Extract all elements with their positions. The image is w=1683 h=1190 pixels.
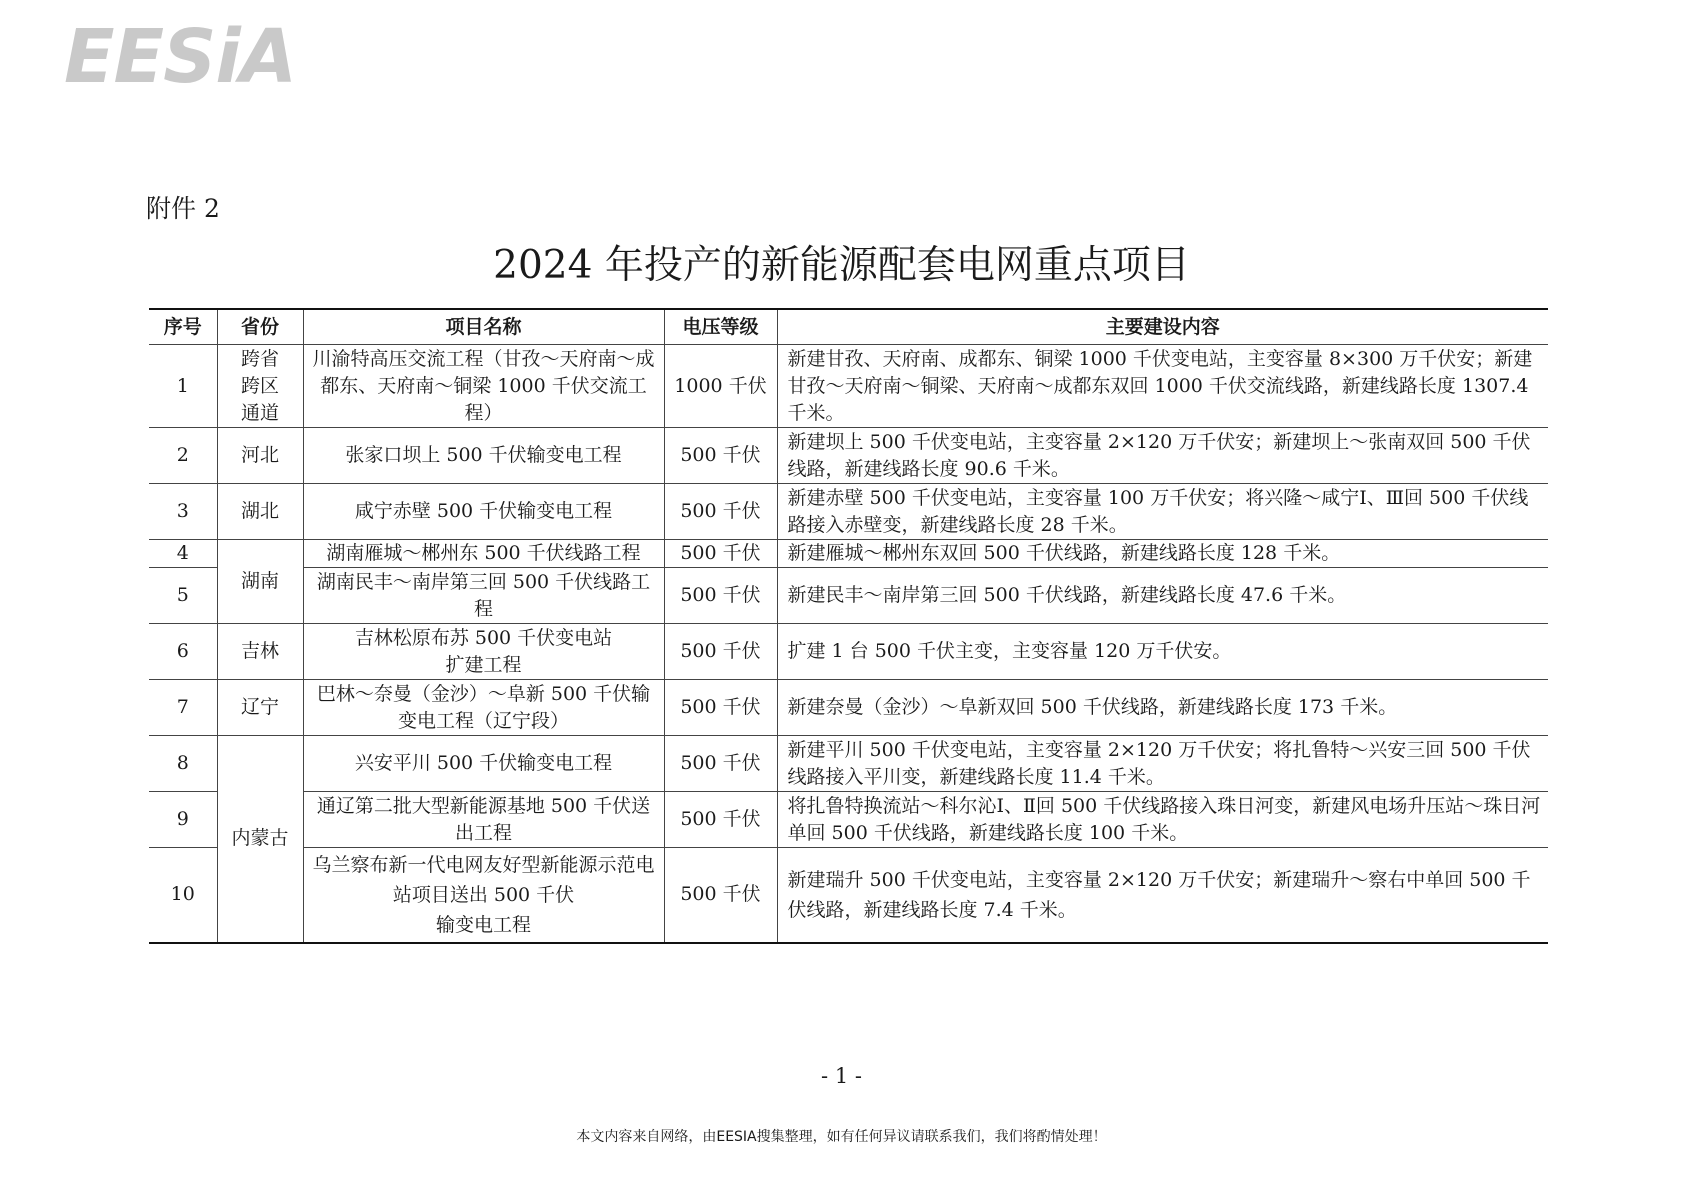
row-no: 6 bbox=[149, 624, 217, 680]
row-project-name: 通辽第二批大型新能源基地 500 千伏送出工程 bbox=[303, 792, 664, 848]
header-province: 省份 bbox=[217, 309, 303, 345]
row-province: 内蒙古 bbox=[217, 736, 303, 943]
row-voltage: 500 千伏 bbox=[664, 540, 777, 568]
row-no: 10 bbox=[149, 848, 217, 943]
row-province: 辽宁 bbox=[217, 680, 303, 736]
row-content: 新建雁城～郴州东双回 500 千伏线路，新建线路长度 128 千米。 bbox=[777, 540, 1548, 568]
table-row bbox=[149, 568, 1548, 624]
row-voltage: 500 千伏 bbox=[664, 848, 777, 943]
row-voltage: 500 千伏 bbox=[664, 624, 777, 680]
row-project-name: 川渝特高压交流工程（甘孜～天府南～成都东、天府南～铜梁 1000 千伏交流工程） bbox=[303, 345, 664, 428]
row-content: 新建赤壁 500 千伏变电站，主变容量 100 万千伏安；将兴隆～咸宁Ⅰ、Ⅲ回 500 千伏线路接入赤壁变，新建线路长度 28 千米。 bbox=[777, 484, 1548, 540]
row-project-name: 乌兰察布新一代电网友好型新能源示范电站项目送出 500 千伏 输变电工程 bbox=[303, 848, 664, 943]
row-no: 4 bbox=[149, 540, 217, 568]
table-row bbox=[149, 540, 1548, 568]
row-content: 扩建 1 台 500 千伏主变，主变容量 120 万千伏安。 bbox=[777, 624, 1548, 680]
table-row bbox=[149, 736, 1548, 792]
table-row bbox=[149, 680, 1548, 736]
attachment-label: 附件 2 bbox=[146, 194, 220, 223]
header-no: 序号 bbox=[149, 309, 217, 345]
eesia-logo: EESiA bbox=[64, 14, 297, 100]
row-province: 跨省 跨区 通道 bbox=[217, 345, 303, 428]
row-no: 5 bbox=[149, 568, 217, 624]
projects-table bbox=[149, 308, 1548, 944]
row-no: 9 bbox=[149, 792, 217, 848]
footer-disclaimer: 本文内容来自网络，由EESIA搜集整理，如有任何异议请联系我们，我们将酌情处理！ bbox=[576, 1129, 1107, 1145]
row-voltage: 1000 千伏 bbox=[664, 345, 777, 428]
row-content: 新建坝上 500 千伏变电站，主变容量 2×120 万千伏安；新建坝上～张南双回 500 千伏线路，新建线路长度 90.6 千米。 bbox=[777, 428, 1548, 484]
page-title: 2024 年投产的新能源配套电网重点项目 bbox=[493, 243, 1190, 288]
row-province: 湖南 bbox=[217, 540, 303, 624]
row-content: 新建甘孜、天府南、成都东、铜梁 1000 千伏变电站，主变容量 8×300 万千伏安；新建甘孜～天府南～铜梁、天府南～成都东双回 1000 千伏交流线路，新建线路长度 1307.4 千米。 bbox=[777, 345, 1548, 428]
row-no: 2 bbox=[149, 428, 217, 484]
row-voltage: 500 千伏 bbox=[664, 792, 777, 848]
row-province: 吉林 bbox=[217, 624, 303, 680]
row-no: 3 bbox=[149, 484, 217, 540]
row-no: 7 bbox=[149, 680, 217, 736]
row-no: 8 bbox=[149, 736, 217, 792]
row-project-name: 咸宁赤壁 500 千伏输变电工程 bbox=[303, 484, 664, 540]
row-voltage: 500 千伏 bbox=[664, 680, 777, 736]
row-project-name: 吉林松原布苏 500 千伏变电站 扩建工程 bbox=[303, 624, 664, 680]
row-content: 新建奈曼（金沙）～阜新双回 500 千伏线路，新建线路长度 173 千米。 bbox=[777, 680, 1548, 736]
row-content: 将扎鲁特换流站～科尔沁Ⅰ、Ⅱ回 500 千伏线路接入珠日河变，新建风电场升压站～珠日河单回 500 千伏线路，新建线路长度 100 千米。 bbox=[777, 792, 1548, 848]
row-province: 湖北 bbox=[217, 484, 303, 540]
row-content: 新建平川 500 千伏变电站，主变容量 2×120 万千伏安；将扎鲁特～兴安三回 500 千伏线路接入平川变，新建线路长度 11.4 千米。 bbox=[777, 736, 1548, 792]
table-row bbox=[149, 428, 1548, 484]
row-project-name: 湖南民丰～南岸第三回 500 千伏线路工程 bbox=[303, 568, 664, 624]
row-content: 新建瑞升 500 千伏变电站，主变容量 2×120 万千伏安；新建瑞升～察右中单回 500 千伏线路，新建线路长度 7.4 千米。 bbox=[777, 848, 1548, 943]
header-voltage: 电压等级 bbox=[664, 309, 777, 345]
page-number: - 1 - bbox=[821, 1064, 862, 1088]
header-project-name: 项目名称 bbox=[303, 309, 664, 345]
header-content: 主要建设内容 bbox=[777, 309, 1548, 345]
row-province: 河北 bbox=[217, 428, 303, 484]
row-project-name: 湖南雁城～郴州东 500 千伏线路工程 bbox=[303, 540, 664, 568]
table-row bbox=[149, 345, 1548, 428]
table-row bbox=[149, 624, 1548, 680]
row-voltage: 500 千伏 bbox=[664, 736, 777, 792]
row-voltage: 500 千伏 bbox=[664, 568, 777, 624]
row-content: 新建民丰～南岸第三回 500 千伏线路，新建线路长度 47.6 千米。 bbox=[777, 568, 1548, 624]
row-project-name: 巴林～奈曼（金沙）～阜新 500 千伏输变电工程（辽宁段） bbox=[303, 680, 664, 736]
table-row bbox=[149, 792, 1548, 848]
table-row bbox=[149, 484, 1548, 540]
row-no: 1 bbox=[149, 345, 217, 428]
table-row bbox=[149, 848, 1548, 943]
row-voltage: 500 千伏 bbox=[664, 428, 777, 484]
row-project-name: 张家口坝上 500 千伏输变电工程 bbox=[303, 428, 664, 484]
row-project-name: 兴安平川 500 千伏输变电工程 bbox=[303, 736, 664, 792]
table-header-row bbox=[149, 309, 1548, 345]
row-voltage: 500 千伏 bbox=[664, 484, 777, 540]
